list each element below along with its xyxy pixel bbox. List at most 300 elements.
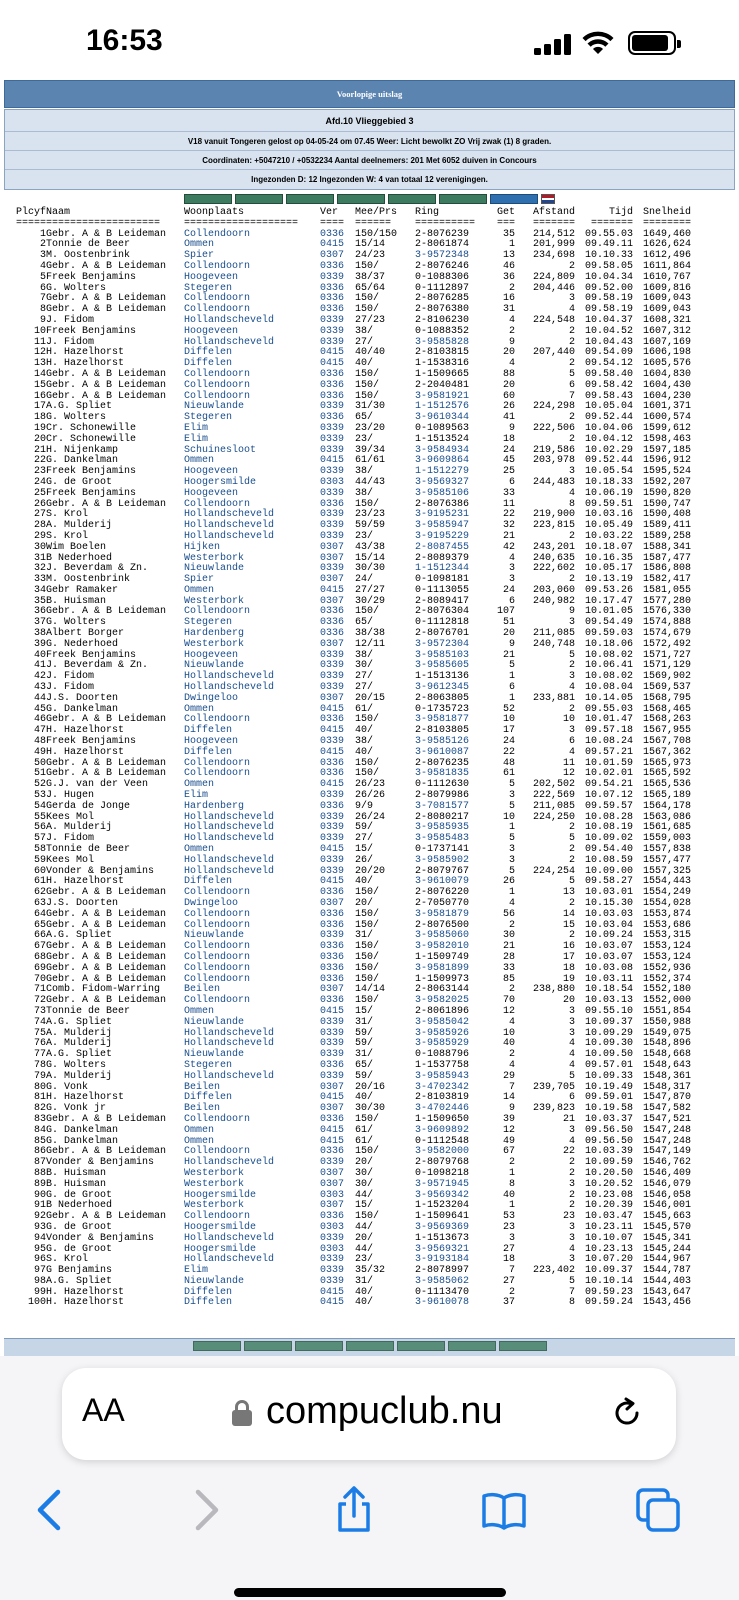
- cell-get: 45: [502, 455, 515, 467]
- cell-ring: 0-1113470: [415, 1286, 470, 1298]
- cell-vereniging: 0339: [320, 833, 345, 845]
- cell-plcyf: 90: [33, 1189, 46, 1201]
- cell-afstand: 239,705: [532, 1081, 575, 1093]
- cell-get: 33: [502, 962, 515, 974]
- cell-plcyf: 14: [33, 368, 46, 380]
- cell-afstand: 224,250: [532, 811, 575, 823]
- cell-woonplaats: Collendoorn: [184, 714, 251, 726]
- cell-tijd: 09.54.21: [584, 779, 633, 791]
- cell-vereniging: 0415: [320, 1005, 345, 1017]
- cell-afstand: 4: [568, 1243, 575, 1255]
- cell-ring: 3-9569342: [415, 1189, 470, 1201]
- cell-snelheid: 1567,708: [642, 736, 691, 748]
- cell-woonplaats: Westerbork: [184, 1178, 245, 1190]
- cell-naam: B. Huisman: [46, 1167, 107, 1179]
- cell-afstand: 2: [568, 1189, 575, 1201]
- cell-naam: Gebr. A & B Leideman: [46, 390, 167, 402]
- cell-mee-prs: 20/16: [355, 1081, 386, 1093]
- table-row: [6, 802, 691, 813]
- cell-mee-prs: 38/: [355, 466, 374, 478]
- cell-ring: 2-8089417: [415, 595, 470, 607]
- nav-button[interactable]: [346, 1341, 394, 1351]
- url-text[interactable]: compuclub.nu: [266, 1390, 503, 1432]
- cell-ring: 1-1538316: [415, 358, 470, 370]
- cell-ring: 1-1512279: [415, 466, 470, 478]
- cell-naam: G. de Groot: [46, 1243, 113, 1255]
- cell-vereniging: 0336: [320, 260, 345, 272]
- cell-tijd: 10.09.29: [584, 1027, 633, 1039]
- cell-get: 5: [508, 800, 515, 812]
- cell-vereniging: 0303: [320, 1243, 345, 1255]
- nav-button[interactable]: [499, 1341, 547, 1351]
- cell-get: 20: [502, 379, 515, 391]
- cell-tijd: 09.54.09: [584, 347, 633, 359]
- cell-ring: 3-9585828: [415, 336, 470, 348]
- cell-mee-prs: 44/: [355, 1189, 374, 1201]
- cell-vereniging: 0339: [320, 444, 345, 456]
- cell-ring: 3-9195229: [415, 530, 470, 542]
- page-settings-button[interactable]: [82, 1392, 125, 1429]
- nav-buttons: [4, 194, 735, 208]
- nav-button[interactable]: [337, 194, 385, 204]
- cell-naam: G. Dankelman: [46, 1124, 119, 1136]
- cell-naam: H. Hazelhorst: [46, 1092, 125, 1104]
- cell-ring: 3-9195231: [415, 509, 470, 521]
- cell-vereniging: 0336: [320, 887, 345, 899]
- cell-ring: 2-8076239: [415, 228, 470, 240]
- cell-plcyf: 98: [33, 1275, 46, 1287]
- cell-mee-prs: 31/: [355, 930, 374, 942]
- cell-woonplaats: Stegeren: [184, 617, 233, 629]
- cell-ring: 2-8087455: [415, 541, 470, 553]
- cell-mee-prs: 30/: [355, 660, 374, 672]
- cell-naam: J. Hugen: [46, 790, 95, 802]
- nav-button[interactable]: [193, 1341, 241, 1351]
- cell-afstand: 207,440: [532, 347, 575, 359]
- cell-naam: B Nederhoed: [46, 1200, 113, 1212]
- cell-tijd: 09.52.44: [584, 455, 633, 467]
- cell-tijd: 10.23.11: [584, 1221, 633, 1233]
- cell-get: 40: [502, 1189, 515, 1201]
- separator: ====: [320, 217, 345, 229]
- cell-ring: 0-1737141: [415, 844, 470, 856]
- cell-get: 18: [502, 433, 515, 445]
- cell-ring: 3-9582025: [415, 995, 470, 1007]
- cell-tijd: 10.04.34: [584, 271, 633, 283]
- cell-mee-prs: 150/: [355, 1211, 380, 1223]
- cell-tijd: 09.57.18: [584, 725, 633, 737]
- cell-mee-prs: 15/: [355, 844, 374, 856]
- cell-plcyf: 82: [33, 1103, 46, 1115]
- page-header: [4, 80, 735, 108]
- cell-afstand: 7: [568, 1286, 575, 1298]
- nav-button[interactable]: [388, 194, 436, 204]
- cell-naam: Cr. Schonewille: [46, 422, 137, 434]
- cell-plcyf: 88: [33, 1167, 46, 1179]
- nav-button[interactable]: [244, 1341, 292, 1351]
- cell-naam: Gebr. A & B Leideman: [46, 887, 167, 899]
- cell-snelheid: 1609,043: [642, 293, 691, 305]
- cell-afstand: 4: [568, 682, 575, 694]
- cell-tijd: 10.03.07: [584, 951, 633, 963]
- cell-woonplaats: Hollandscheveld: [184, 314, 275, 326]
- cell-mee-prs: 150/: [355, 304, 380, 316]
- cell-get: 35: [502, 228, 515, 240]
- cell-plcyf: 69: [33, 962, 46, 974]
- cell-naam: Gebr. A & B Leideman: [46, 606, 167, 618]
- cell-woonplaats: Hardenberg: [184, 800, 245, 812]
- cell-vereniging: 0415: [320, 347, 345, 359]
- cell-snelheid: 1552,374: [642, 973, 691, 985]
- cell-plcyf: 83: [33, 1113, 46, 1125]
- cell-vereniging: 0307: [320, 1200, 345, 1212]
- cell-get: 1: [508, 887, 515, 899]
- cell-plcyf: 22: [33, 455, 46, 467]
- cell-vereniging: 0307: [320, 1178, 345, 1190]
- cell-woonplaats: Collendoorn: [184, 962, 251, 974]
- cell-woonplaats: Ommen: [184, 239, 215, 251]
- cell-woonplaats: Nieuwlande: [184, 1016, 245, 1028]
- cell-ring: 0-1088306: [415, 271, 470, 283]
- cell-vereniging: 0339: [320, 1265, 345, 1277]
- cell-woonplaats: Hoogeveen: [184, 487, 239, 499]
- cell-get: 4: [508, 552, 515, 564]
- race-entries: Ingezonden D: 12 Ingezonden W: 4 van totaal 12 verenigingen.: [251, 175, 488, 184]
- cell-mee-prs: 61/: [355, 1124, 374, 1136]
- forward-icon[interactable]: [180, 1486, 228, 1534]
- cell-tijd: 10.17.47: [584, 595, 633, 607]
- cell-snelheid: 1576,330: [642, 606, 691, 618]
- cell-mee-prs: 31/: [355, 1016, 374, 1028]
- cell-afstand: 4: [568, 1059, 575, 1071]
- cell-tijd: 10.09.30: [584, 1038, 633, 1050]
- cell-woonplaats: Hijken: [184, 541, 221, 553]
- cell-tijd: 10.04.06: [584, 422, 633, 434]
- cell-naam: G. Vonk: [46, 1081, 89, 1093]
- col-header-woonplaats: Woonplaats: [184, 207, 245, 218]
- cell-vereniging: 0336: [320, 1113, 345, 1125]
- table-separator: [6, 219, 691, 230]
- cell-afstand: 23: [562, 1211, 575, 1223]
- cell-snelheid: 1547,870: [642, 1092, 691, 1104]
- cell-get: 30: [502, 930, 515, 942]
- back-icon[interactable]: [28, 1486, 76, 1534]
- address-bar[interactable]: [62, 1368, 676, 1460]
- cell-plcyf: 42: [33, 671, 46, 683]
- cell-naam: Freek Benjamins: [46, 271, 137, 283]
- cell-afstand: 20: [562, 995, 575, 1007]
- cell-plcyf: 1: [39, 228, 46, 240]
- cell-plcyf: 28: [33, 520, 46, 532]
- cell-plcyf: 68: [33, 951, 46, 963]
- cell-snelheid: 1595,524: [642, 466, 691, 478]
- cell-mee-prs: 40/: [355, 1286, 374, 1298]
- cell-afstand: 6: [568, 736, 575, 748]
- cell-afstand: 211,085: [532, 628, 575, 640]
- cell-mee-prs: 20/: [355, 898, 374, 909]
- cell-afstand: 2: [568, 930, 575, 942]
- cell-get: 10: [502, 1027, 515, 1039]
- cell-snelheid: 1574,679: [642, 628, 691, 640]
- cell-naam: Gebr. A & B Leideman: [46, 228, 167, 240]
- cell-mee-prs: 20/: [355, 1157, 374, 1169]
- cell-get: 2: [508, 1049, 515, 1061]
- cell-snelheid: 1567,955: [642, 725, 691, 737]
- nav-button[interactable]: [184, 194, 232, 204]
- cell-snelheid: 1548,317: [642, 1081, 691, 1093]
- cell-plcyf: 37: [33, 617, 46, 629]
- cell-woonplaats: Collendoorn: [184, 941, 251, 953]
- cell-plcyf: 8: [39, 304, 46, 316]
- cell-snelheid: 1564,178: [642, 800, 691, 812]
- cell-get: 9: [508, 336, 515, 348]
- nav-button[interactable]: [490, 194, 538, 204]
- cell-tijd: 09.55.03: [584, 228, 633, 240]
- cell-plcyf: 47: [33, 725, 46, 737]
- cell-afstand: 223,815: [532, 520, 575, 532]
- cell-vereniging: 0339: [320, 530, 345, 542]
- cell-mee-prs: 20/: [355, 1232, 374, 1244]
- tabs-icon[interactable]: [634, 1486, 682, 1534]
- cell-woonplaats: Hollandscheveld: [184, 336, 275, 348]
- cell-vereniging: 0307: [320, 1081, 345, 1093]
- table-row: [6, 964, 691, 975]
- cell-woonplaats: Hoogeveen: [184, 649, 239, 661]
- cell-tijd: 09.59.23: [584, 1286, 633, 1298]
- cell-ring: 3-9569321: [415, 1243, 470, 1255]
- cell-mee-prs: 61/61: [355, 455, 386, 467]
- cell-plcyf: 31: [33, 552, 46, 564]
- cell-snelheid: 1589,258: [642, 530, 691, 542]
- cell-afstand: 3: [568, 671, 575, 683]
- cell-tijd: 10.05.49: [584, 520, 633, 532]
- col-header-plcyf: Plcyf: [15, 207, 46, 218]
- nav-button[interactable]: [439, 194, 487, 204]
- cell-vereniging: 0339: [320, 1275, 345, 1287]
- cell-naam: Vonder & Benjamins: [46, 1232, 155, 1244]
- cell-snelheid: 1550,988: [642, 1016, 691, 1028]
- cell-afstand: 2: [568, 412, 575, 424]
- cell-mee-prs: 15/: [355, 1200, 374, 1212]
- cell-ring: 2-8076304: [415, 606, 470, 618]
- cell-get: 20: [502, 628, 515, 640]
- cell-woonplaats: Diffelen: [184, 876, 233, 888]
- cell-plcyf: 6: [39, 282, 46, 294]
- cell-ring: 3-9585060: [415, 930, 470, 942]
- cell-plcyf: 43: [33, 682, 46, 694]
- cell-mee-prs: 40/: [355, 746, 374, 758]
- cell-ring: 0-1098181: [415, 574, 470, 586]
- cell-vereniging: 0415: [320, 1092, 345, 1104]
- cell-naam: A.G. Spliet: [46, 401, 113, 413]
- cell-vereniging: 0339: [320, 930, 345, 942]
- cell-afstand: 6: [568, 379, 575, 391]
- cell-naam: G. Vonk jr: [46, 1103, 107, 1115]
- cell-ring: 3-9585062: [415, 1275, 470, 1287]
- bookmarks-icon[interactable]: [480, 1486, 528, 1534]
- cell-get: 1: [508, 1167, 515, 1179]
- cell-mee-prs: 27/23: [355, 314, 386, 326]
- col-header-naam: Naam: [46, 207, 71, 218]
- cell-get: 4: [508, 358, 515, 370]
- cell-vereniging: 0336: [320, 304, 345, 316]
- cell-snelheid: 1581,055: [642, 584, 691, 596]
- nav-button[interactable]: [397, 1341, 445, 1351]
- cell-tijd: 10.03.07: [584, 941, 633, 953]
- table-row: [6, 856, 691, 867]
- browser-toolbar: [0, 1356, 739, 1600]
- cell-get: 3: [508, 790, 515, 802]
- cell-snelheid: 1544,967: [642, 1254, 691, 1266]
- cell-tijd: 10.09.50: [584, 1049, 633, 1061]
- cell-plcyf: 12: [33, 347, 46, 359]
- cell-afstand: 203,060: [532, 584, 575, 596]
- cell-vereniging: 0307: [320, 638, 345, 650]
- cell-plcyf: 77: [33, 1049, 46, 1061]
- cell-mee-prs: 61/: [355, 1135, 374, 1147]
- cell-plcyf: 38: [33, 628, 46, 640]
- cell-snelheid: 1606,198: [642, 347, 691, 359]
- cell-naam: B. Huisman: [46, 595, 107, 607]
- cell-woonplaats: Ommen: [184, 1135, 215, 1147]
- cell-afstand: 234,698: [532, 250, 575, 262]
- nav-button[interactable]: [295, 1341, 343, 1351]
- cell-tijd: 10.03.04: [584, 919, 633, 931]
- cell-get: 2: [508, 325, 515, 337]
- cell-naam: A.G. Spliet: [46, 1049, 113, 1061]
- cell-snelheid: 1557,325: [642, 865, 691, 877]
- cell-plcyf: 46: [33, 714, 46, 726]
- cell-afstand: 6: [568, 1092, 575, 1104]
- cell-ring: 3-9585126: [415, 736, 470, 748]
- cell-mee-prs: 150/: [355, 606, 380, 618]
- cell-afstand: 3: [568, 1232, 575, 1244]
- cell-woonplaats: Nieuwlande: [184, 660, 245, 672]
- cell-plcyf: 9: [39, 314, 46, 326]
- cell-get: 60: [502, 390, 515, 402]
- cell-snelheid: 1604,830: [642, 368, 691, 380]
- nav-button[interactable]: [235, 194, 283, 204]
- col-header-ver: Ver: [320, 207, 339, 218]
- cell-plcyf: 87: [33, 1157, 46, 1169]
- cell-plcyf: 71: [33, 984, 46, 996]
- cell-afstand: 2: [568, 822, 575, 834]
- cell-mee-prs: 12/11: [355, 638, 386, 650]
- cell-get: 27: [502, 1275, 515, 1287]
- nav-button[interactable]: [286, 194, 334, 204]
- nav-button[interactable]: [448, 1341, 496, 1351]
- cell-snelheid: 1610,767: [642, 271, 691, 283]
- cell-get: 3: [508, 574, 515, 586]
- cell-woonplaats: Elim: [184, 1265, 209, 1277]
- cell-woonplaats: Hoogeveen: [184, 736, 239, 748]
- cell-snelheid: 1568,795: [642, 692, 691, 704]
- cell-vereniging: 0339: [320, 336, 345, 348]
- cell-snelheid: 1552,180: [642, 984, 691, 996]
- cell-snelheid: 1553,874: [642, 908, 691, 920]
- cell-plcyf: 56: [33, 822, 46, 834]
- cell-vereniging: 0339: [320, 1070, 345, 1082]
- cell-plcyf: 16: [33, 390, 46, 402]
- cell-get: 14: [502, 1092, 515, 1104]
- dutch-flag-icon[interactable]: [541, 194, 555, 204]
- cell-plcyf: 54: [33, 800, 46, 812]
- cell-tijd: 09.58.19: [584, 304, 633, 316]
- cell-plcyf: 92: [33, 1211, 46, 1223]
- cell-afstand: 219,586: [532, 444, 575, 456]
- cell-snelheid: 1547,248: [642, 1124, 691, 1136]
- cell-vereniging: 0339: [320, 520, 345, 532]
- cell-get: 49: [502, 1135, 515, 1147]
- table-row: [6, 1180, 691, 1191]
- cell-get: 11: [502, 498, 515, 510]
- share-icon[interactable]: [330, 1486, 378, 1534]
- cell-mee-prs: 40/: [355, 1297, 374, 1309]
- cell-vereniging: 0339: [320, 1049, 345, 1061]
- cell-tijd: 09.49.11: [584, 239, 633, 251]
- cell-get: 2: [508, 984, 515, 996]
- wifi-icon: [582, 30, 614, 56]
- cell-naam: G. Wolters: [46, 1059, 107, 1071]
- cell-ring: 2-8061896: [415, 1005, 470, 1017]
- cell-woonplaats: Collendoorn: [184, 228, 251, 240]
- cell-woonplaats: Schuinesloot: [184, 444, 257, 456]
- cell-afstand: 17: [562, 951, 575, 963]
- cell-afstand: 4: [568, 1038, 575, 1050]
- cell-naam: G. Wolters: [46, 412, 107, 424]
- cell-mee-prs: 23/23: [355, 509, 386, 521]
- cell-naam: Freek Benjamins: [46, 736, 137, 748]
- cell-ring: 3-9585935: [415, 822, 470, 834]
- col-header-tijd: Tijd: [608, 207, 633, 218]
- cell-naam: Cr. Schonewille: [46, 433, 137, 445]
- cell-afstand: 240,982: [532, 595, 575, 607]
- cell-naam: B Nederhoed: [46, 552, 113, 564]
- cell-mee-prs: 59/59: [355, 520, 386, 532]
- cell-ring: 3-9585103: [415, 649, 470, 661]
- cell-afstand: 5: [568, 833, 575, 845]
- cell-woonplaats: Collendoorn: [184, 919, 251, 931]
- cell-snelheid: 1577,280: [642, 595, 691, 607]
- cell-naam: Gebr. A & B Leideman: [46, 768, 167, 780]
- cell-vereniging: 0415: [320, 779, 345, 791]
- table-row: [6, 489, 691, 500]
- cell-get: 17: [502, 725, 515, 737]
- reload-icon[interactable]: [610, 1396, 644, 1430]
- cell-woonplaats: Beilen: [184, 984, 221, 996]
- cell-plcyf: 21: [33, 444, 46, 456]
- cell-plcyf: 4: [39, 260, 46, 272]
- cell-ring: 2-7050770: [415, 898, 470, 909]
- cell-afstand: 7: [568, 390, 575, 402]
- cell-woonplaats: Dwingeloo: [184, 692, 239, 704]
- separator: ==========: [415, 217, 476, 229]
- cell-ring: 3-9609892: [415, 1124, 470, 1136]
- cell-vereniging: 0336: [320, 995, 345, 1007]
- cell-afstand: 239,823: [532, 1103, 575, 1115]
- cell-woonplaats: Hollandscheveld: [184, 671, 275, 683]
- cell-tijd: 10.05.17: [584, 563, 633, 575]
- cell-woonplaats: Ommen: [184, 844, 215, 856]
- cell-afstand: 211,085: [532, 800, 575, 812]
- cell-tijd: 09.52.00: [584, 282, 633, 294]
- cell-naam: Gebr. A & B Leideman: [46, 962, 167, 974]
- cell-snelheid: 1545,244: [642, 1243, 691, 1255]
- cell-ring: 3-9585042: [415, 1016, 470, 1028]
- cell-ring: 0-1089563: [415, 422, 470, 434]
- cell-plcyf: 76: [33, 1038, 46, 1050]
- cell-vereniging: 0339: [320, 649, 345, 661]
